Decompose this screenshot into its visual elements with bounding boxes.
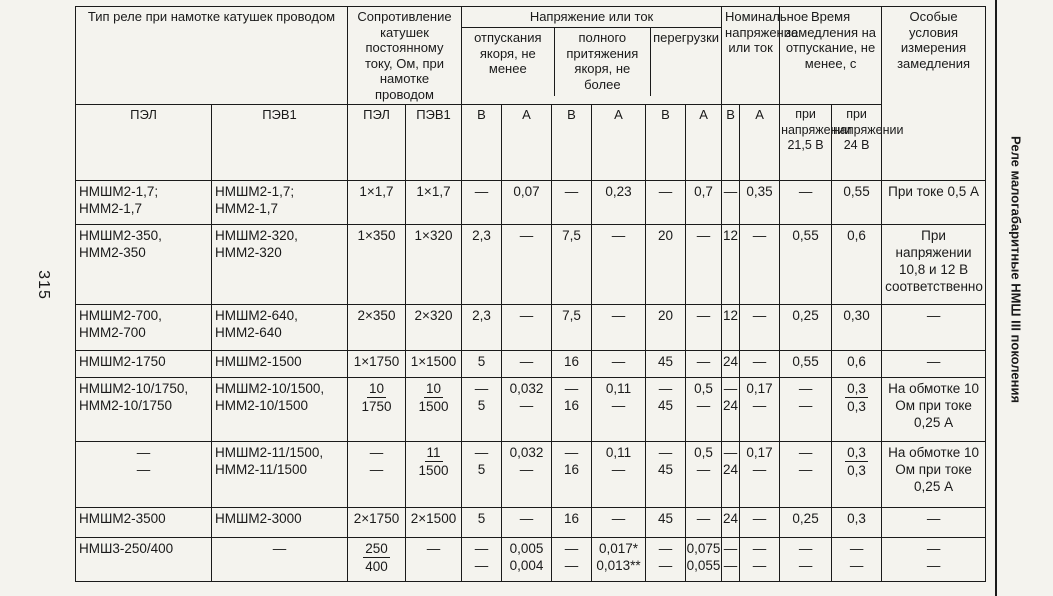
cell-pickup-a: 0,11 — bbox=[592, 442, 646, 508]
cell-pickup-v: — — bbox=[552, 538, 592, 582]
cell-nominal-v: — — bbox=[722, 538, 740, 582]
cell-overload-a: 0,5 — bbox=[686, 442, 722, 508]
cell-delay-24: 0,55 bbox=[832, 181, 882, 225]
cell-release-a: — bbox=[502, 225, 552, 305]
cell-release-v: — 5 bbox=[462, 442, 502, 508]
cell-overload-v: 45 bbox=[646, 351, 686, 378]
cell-overload-v: — 45 bbox=[646, 442, 686, 508]
cell-pickup-a: — bbox=[592, 225, 646, 305]
cell-conditions: — bbox=[882, 305, 986, 351]
cell-delay-24: $\frac{0,3}{0,3}$ bbox=[832, 378, 882, 442]
cell-release-v: — — bbox=[462, 538, 502, 582]
cell-delay-24: 0,6 bbox=[832, 225, 882, 305]
cell-nominal-a: — bbox=[740, 225, 780, 305]
cell-overload-v: 45 bbox=[646, 508, 686, 538]
cell-conditions: — bbox=[882, 508, 986, 538]
subheader-release-v: В bbox=[462, 105, 502, 181]
cell-overload-v: 20 bbox=[646, 225, 686, 305]
table-row bbox=[76, 181, 986, 225]
cell-overload-a: — bbox=[686, 305, 722, 351]
subheader-pev: ПЭВ1 bbox=[212, 105, 348, 181]
cell-conditions: На обмотке 10 Ом при токе 0,25 А bbox=[882, 442, 986, 508]
cell-res-pev: $\frac{10}{1500}$ bbox=[406, 378, 462, 442]
cell-pickup-v: — 16 bbox=[552, 442, 592, 508]
relay-parameters-table bbox=[75, 6, 986, 582]
cell-delay-21: 0,25 bbox=[780, 305, 832, 351]
running-title: Реле малогабаритные НМШ III поколения bbox=[1008, 136, 1024, 404]
cell-nominal-v: 24 bbox=[722, 508, 740, 538]
cell-delay-21: 0,55 bbox=[780, 351, 832, 378]
cell-conditions: На обмотке 10 Ом при токе 0,25 А bbox=[882, 378, 986, 442]
header-voltage-current: Напряжение или ток bbox=[462, 7, 721, 28]
cell-conditions: При напряжении 10,8 и 12 В соответственно bbox=[882, 225, 986, 305]
header-resistance: Сопротивление катушек постоянному току, Ом, при намотке проводом bbox=[348, 7, 462, 105]
cell-res-pev: 2×320 bbox=[406, 305, 462, 351]
table-row bbox=[76, 508, 986, 538]
cell-pev: НМШМ2-320, НММ2-320 bbox=[212, 225, 348, 305]
cell-delay-21: 0,55 bbox=[780, 225, 832, 305]
cell-nominal-a: — bbox=[740, 508, 780, 538]
cell-pickup-v: — 16 bbox=[552, 378, 592, 442]
cell-release-v: — bbox=[462, 181, 502, 225]
cell-res-pev: 1×320 bbox=[406, 225, 462, 305]
cell-nominal-v: — bbox=[722, 181, 740, 225]
page-number: 315 bbox=[34, 270, 52, 300]
cell-pickup-v: — bbox=[552, 181, 592, 225]
cell-pickup-v: 16 bbox=[552, 351, 592, 378]
cell-overload-a: — bbox=[686, 508, 722, 538]
cell-pev: — bbox=[212, 538, 348, 582]
cell-nominal-a: — bbox=[740, 305, 780, 351]
header-nominal: Номинальное напряжение или ток bbox=[722, 7, 780, 105]
cell-delay-21: — bbox=[780, 181, 832, 225]
cell-delay-24: 0,3 bbox=[832, 508, 882, 538]
cell-nominal-v: 24 bbox=[722, 351, 740, 378]
cell-pel: НМШ3-250/400 bbox=[76, 538, 212, 582]
cell-pel: НМШМ2-10/1750, НММ2-10/1750 bbox=[76, 378, 212, 442]
cell-conditions: — bbox=[882, 351, 986, 378]
cell-release-v: 2,3 bbox=[462, 225, 502, 305]
cell-overload-a: — bbox=[686, 351, 722, 378]
cell-conditions: При токе 0,5 А bbox=[882, 181, 986, 225]
cell-release-a: — bbox=[502, 305, 552, 351]
cell-overload-a: 0,7 bbox=[686, 181, 722, 225]
table-row bbox=[76, 351, 986, 378]
table-row bbox=[76, 538, 986, 582]
cell-pickup-a: — bbox=[592, 305, 646, 351]
subheader-pel: ПЭЛ bbox=[76, 105, 212, 181]
cell-res-pel: 1×1750 bbox=[348, 351, 406, 378]
header-pickup: полного притяжения якоря, не более bbox=[555, 28, 651, 96]
cell-pev: НМШМ2-10/1500, НММ2-10/1500 bbox=[212, 378, 348, 442]
cell-overload-a: — bbox=[686, 225, 722, 305]
cell-overload-v: — bbox=[646, 181, 686, 225]
cell-pickup-v: 7,5 bbox=[552, 225, 592, 305]
cell-pickup-a: 0,017* 0,013** bbox=[592, 538, 646, 582]
cell-nominal-v: 12 bbox=[722, 305, 740, 351]
table-row bbox=[76, 225, 986, 305]
cell-delay-24: $\frac{0,3}{0,3}$ bbox=[832, 442, 882, 508]
cell-res-pev: 1×1,7 bbox=[406, 181, 462, 225]
cell-nominal-v: — 24 bbox=[722, 378, 740, 442]
cell-res-pel: — — bbox=[348, 442, 406, 508]
cell-pel: НМШМ2-3500 bbox=[76, 508, 212, 538]
cell-res-pel: 2×1750 bbox=[348, 508, 406, 538]
header-type: Тип реле при намотке катушек проводом bbox=[76, 7, 348, 105]
cell-pel: — — bbox=[76, 442, 212, 508]
cell-release-a: — bbox=[502, 351, 552, 378]
cell-delay-21: 0,25 bbox=[780, 508, 832, 538]
subheader-release-a: А bbox=[502, 105, 552, 181]
header-conditions: Особые условия измерения замедления bbox=[882, 7, 986, 181]
cell-res-pel: 1×1,7 bbox=[348, 181, 406, 225]
cell-pev: НМШМ2-11/1500, НММ2-11/1500 bbox=[212, 442, 348, 508]
cell-delay-24: 0,30 bbox=[832, 305, 882, 351]
cell-pickup-a: — bbox=[592, 351, 646, 378]
header-overload: перегрузки bbox=[653, 30, 720, 45]
cell-pickup-a: — bbox=[592, 508, 646, 538]
cell-delay-21: — — bbox=[780, 442, 832, 508]
cell-pickup-v: 16 bbox=[552, 508, 592, 538]
cell-res-pel: $\frac{250}{400}$ bbox=[348, 538, 406, 582]
cell-res-pel: $\frac{10}{1750}$ bbox=[348, 378, 406, 442]
table-row bbox=[76, 442, 986, 508]
cell-nominal-a: 0,17 — bbox=[740, 378, 780, 442]
cell-release-a: 0,07 bbox=[502, 181, 552, 225]
header-delay: Время замедления на отпускание, не менее, с bbox=[780, 7, 882, 105]
subheader-pickup-v: В bbox=[552, 105, 592, 181]
cell-overload-v: — — bbox=[646, 538, 686, 582]
cell-nominal-a: — bbox=[740, 351, 780, 378]
cell-overload-a: 0,5 — bbox=[686, 378, 722, 442]
cell-res-pel: 2×350 bbox=[348, 305, 406, 351]
subheader-nominal-a: А bbox=[740, 105, 780, 181]
cell-delay-24: 0,6 bbox=[832, 351, 882, 378]
subheader-res-pev: ПЭВ1 bbox=[406, 105, 462, 181]
subheader-res-pel: ПЭЛ bbox=[348, 105, 406, 181]
subheader-nominal-v: В bbox=[722, 105, 740, 181]
cell-release-a: 0,005 0,004 bbox=[502, 538, 552, 582]
cell-pel: НМШМ2-1750 bbox=[76, 351, 212, 378]
cell-pel: НМШМ2-350, НММ2-350 bbox=[76, 225, 212, 305]
cell-nominal-a: 0,35 bbox=[740, 181, 780, 225]
cell-pickup-a: 0,11 — bbox=[592, 378, 646, 442]
cell-pev: НМШМ2-1500 bbox=[212, 351, 348, 378]
cell-res-pel: 1×350 bbox=[348, 225, 406, 305]
table-row bbox=[76, 305, 986, 351]
subheader-overload-a: А bbox=[686, 105, 722, 181]
cell-delay-24: — — bbox=[832, 538, 882, 582]
cell-nominal-v: 12 bbox=[722, 225, 740, 305]
cell-pev: НМШМ2-640, НММ2-640 bbox=[212, 305, 348, 351]
cell-res-pev: $\frac{11}{1500}$ bbox=[406, 442, 462, 508]
cell-overload-a: 0,075 0,055 bbox=[686, 538, 722, 582]
cell-conditions: — — bbox=[882, 538, 986, 582]
subheader-pickup-a: А bbox=[592, 105, 646, 181]
cell-pev: НМШМ2-1,7; НММ2-1,7 bbox=[212, 181, 348, 225]
cell-pel: НМШМ2-1,7; НММ2-1,7 bbox=[76, 181, 212, 225]
cell-delay-21: — — bbox=[780, 538, 832, 582]
cell-delay-21: — — bbox=[780, 378, 832, 442]
subheader-delay-24: при напряжении 24 В bbox=[832, 105, 882, 181]
page-edge-rule bbox=[995, 0, 997, 596]
subheader-overload-v: В bbox=[646, 105, 686, 181]
cell-nominal-a: — — bbox=[740, 538, 780, 582]
cell-pickup-v: 7,5 bbox=[552, 305, 592, 351]
cell-overload-v: 20 bbox=[646, 305, 686, 351]
cell-overload-v: — 45 bbox=[646, 378, 686, 442]
cell-release-a: 0,032 — bbox=[502, 442, 552, 508]
header-release: отпускания якоря, не менее bbox=[462, 28, 555, 96]
cell-nominal-v: — 24 bbox=[722, 442, 740, 508]
cell-pev: НМШМ2-3000 bbox=[212, 508, 348, 538]
cell-pickup-a: 0,23 bbox=[592, 181, 646, 225]
cell-nominal-a: 0,17 — bbox=[740, 442, 780, 508]
subheader-delay-21: при напряжении 21,5 В bbox=[780, 105, 832, 181]
cell-res-pev: 2×1500 bbox=[406, 508, 462, 538]
cell-release-a: — bbox=[502, 508, 552, 538]
header-voltage-current-group bbox=[462, 7, 722, 105]
cell-res-pev: — bbox=[406, 538, 462, 582]
cell-release-a: 0,032 — bbox=[502, 378, 552, 442]
cell-release-v: 2,3 bbox=[462, 305, 502, 351]
cell-release-v: 5 bbox=[462, 351, 502, 378]
cell-release-v: 5 bbox=[462, 508, 502, 538]
cell-release-v: — 5 bbox=[462, 378, 502, 442]
cell-res-pev: 1×1500 bbox=[406, 351, 462, 378]
cell-pel: НМШМ2-700, НММ2-700 bbox=[76, 305, 212, 351]
table-row bbox=[76, 378, 986, 442]
